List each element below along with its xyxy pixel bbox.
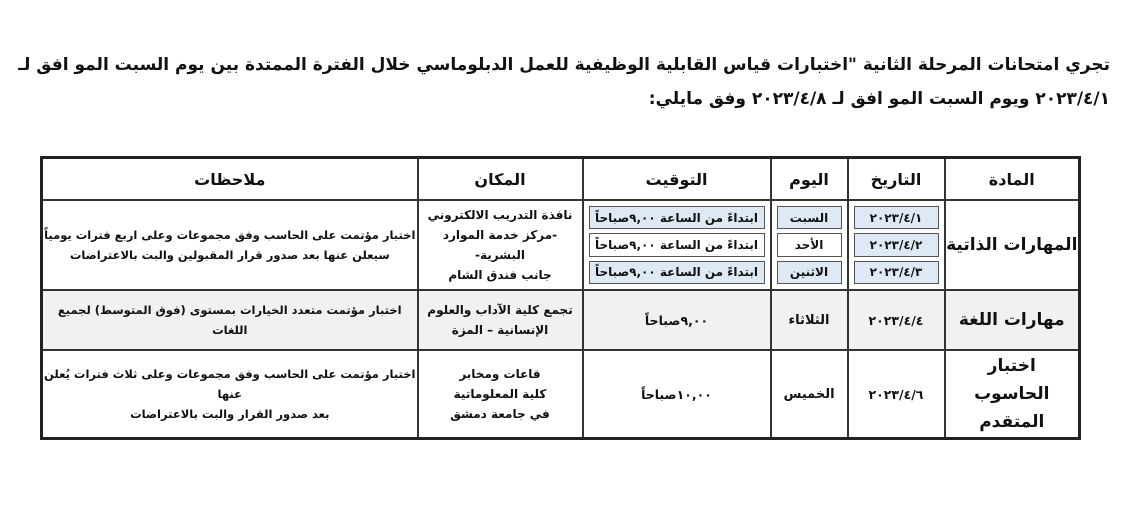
header-time: التوقيت <box>583 158 771 201</box>
place-line: جانب فندق الشام <box>448 268 552 282</box>
notes-line: اختبار مؤتمت على الحاسب وفق مجموعات وعلى ثلاث فترات يُعلن عنها <box>44 367 416 401</box>
header-date: التاريخ <box>848 158 945 201</box>
table-row <box>42 350 1080 439</box>
notes-line: سيعلن عنها بعد صدور قرار المقبولين والبت بالاعتراضات <box>69 248 390 262</box>
day-value: الأحد <box>777 233 842 256</box>
time-cell <box>583 200 771 290</box>
place-line: -مركز خدمة الموارد البشرية- <box>442 228 558 262</box>
subject-line: اختبار <box>987 356 1036 376</box>
place-cell <box>418 350 583 439</box>
place-line: نافذة التدريب الالكتروني <box>427 208 573 222</box>
table-row <box>42 200 1080 290</box>
day-value: الاثنين <box>777 261 842 284</box>
day-cell <box>771 200 848 290</box>
time-value: ابتداءً من الساعة ٩,٠٠صباحاً <box>589 233 765 256</box>
date-cell <box>848 200 945 290</box>
day-value: السبت <box>777 206 842 229</box>
place-cell <box>418 200 583 290</box>
day-cell: الثلاثاء <box>771 290 848 350</box>
notes-cell <box>42 200 418 290</box>
exam-schedule-table <box>40 156 1081 440</box>
header-subject: المادة <box>945 158 1080 201</box>
subject-cell <box>945 350 1080 439</box>
notes-line: اختبار مؤتمت على الحاسب وفق مجموعات وعلى اربع فترات يومياً <box>44 228 416 242</box>
notes-cell <box>42 350 418 439</box>
table-row <box>42 290 1080 350</box>
time-value: ابتداءً من الساعة ٩,٠٠صباحاً <box>589 206 765 229</box>
header-place: المكان <box>418 158 583 201</box>
date-value: ٢٠٢٣/٤/١ <box>854 206 939 229</box>
date-cell: ٢٠٢٣/٤/٤ <box>848 290 945 350</box>
notes-cell <box>42 290 418 350</box>
notes-line: اختبار مؤتمت متعدد الخيارات بمستوى (فوق المتوسط) لجميع اللغات <box>57 303 402 337</box>
intro-paragraph <box>14 48 1110 116</box>
notes-line: بعد صدور القرار والبت بالاعتراضات <box>130 407 330 421</box>
day-cell: الخميس <box>771 350 848 439</box>
header-notes: ملاحظات <box>42 158 418 201</box>
time-value: ابتداءً من الساعة ٩,٠٠صباحاً <box>589 261 765 284</box>
place-line: كلية المعلوماتية <box>453 387 547 401</box>
place-line: تجمع كلية الآداب والعلوم <box>427 303 573 317</box>
date-cell: ٢٠٢٣/٤/٦ <box>848 350 945 439</box>
time-cell: ٩,٠٠صباحاً <box>583 290 771 350</box>
place-line: الإنسانية – المزة <box>451 323 549 337</box>
header-day: اليوم <box>771 158 848 201</box>
subject-cell: المهارات الذاتية <box>945 200 1080 290</box>
place-line: في جامعة دمشق <box>450 407 550 421</box>
date-value: ٢٠٢٣/٤/٢ <box>854 233 939 256</box>
subject-cell: مهارات اللغة <box>945 290 1080 350</box>
intro-line-2: ٢٠٢٣/٤/١ ويوم السبت المو افق لـ ٢٠٢٣/٤/٨ وفق مايلي: <box>648 89 1110 109</box>
date-value: ٢٠٢٣/٤/٣ <box>854 261 939 284</box>
place-line: قاعات ومخابر <box>459 367 541 381</box>
subject-line: الحاسوب المتقدم <box>974 384 1050 432</box>
time-cell: ١٠,٠٠صباحاً <box>583 350 771 439</box>
intro-line-1: تجري امتحانات المرحلة الثانية "اختبارات قياس القابلية الوظيفية للعمل الدبلوماسي خلال الفترة الممتدة بين يوم السبت المو افق لـ <box>18 55 1110 75</box>
header-row <box>42 158 1080 201</box>
place-cell <box>418 290 583 350</box>
